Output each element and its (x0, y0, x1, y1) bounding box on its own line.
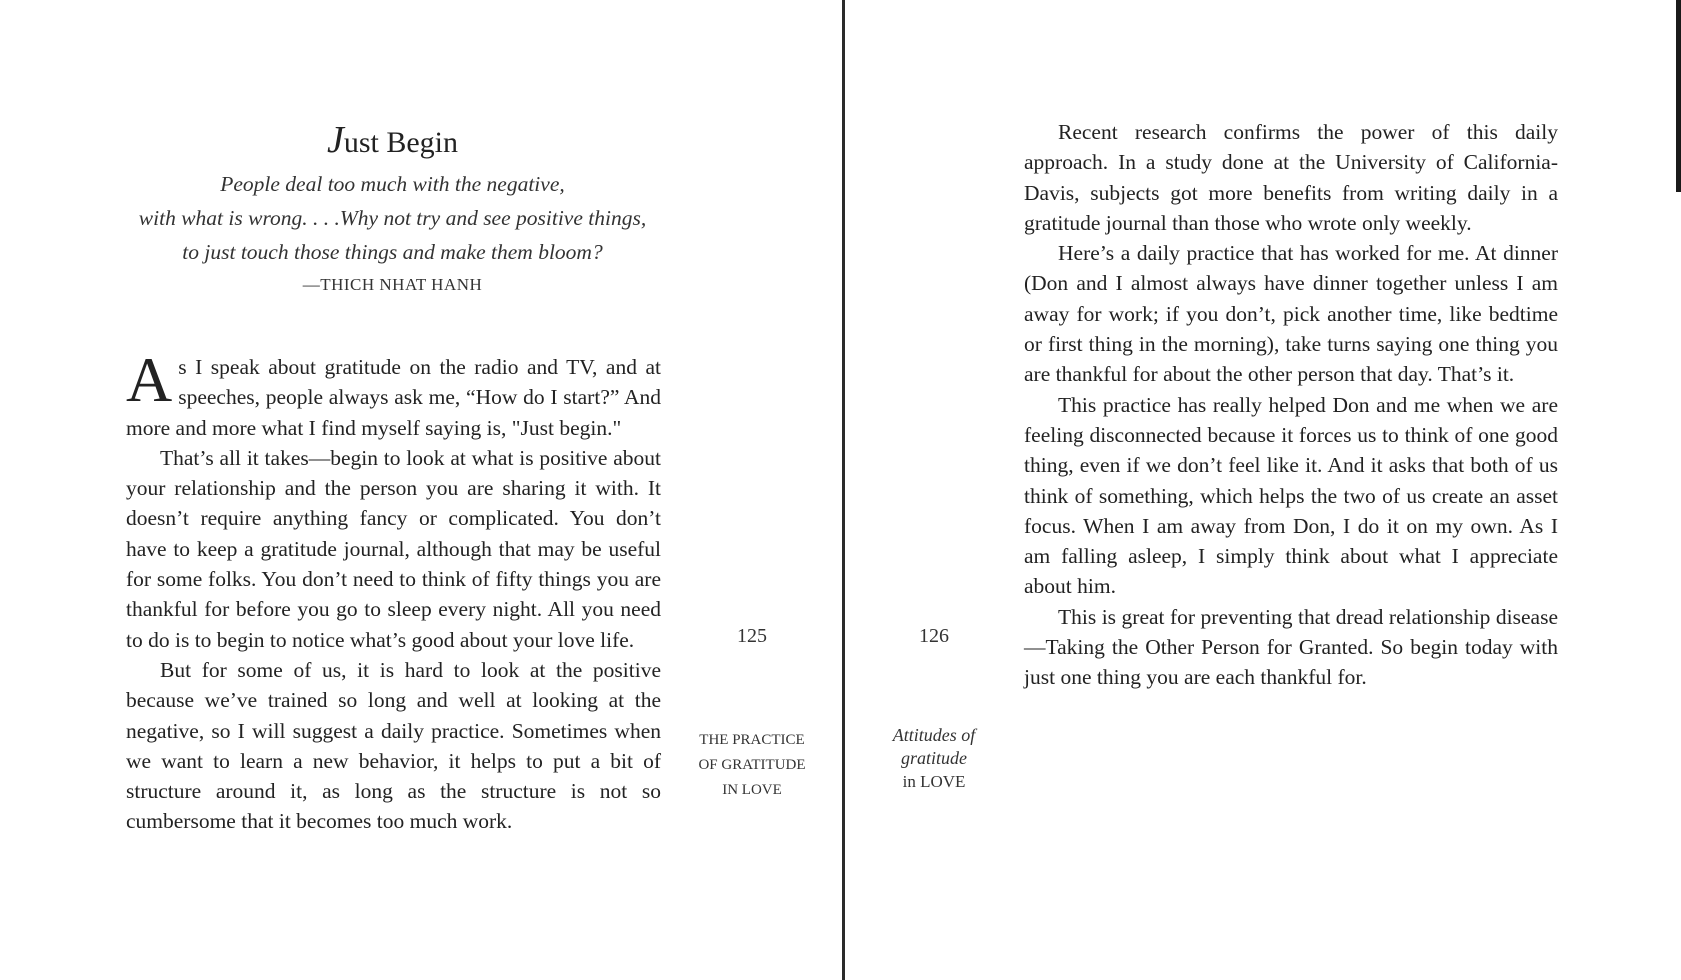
chapter-title (125, 118, 660, 162)
drop-cap: A (126, 344, 173, 415)
running-head-line: OF GRATITUDE (698, 757, 806, 773)
body-paragraph: That’s all it takes—begin to look at what is positive about your relationship and the person you are sharing it with. It doesn’t require anything fancy or complicated. You don’t have to keep a gratitude journal, although that may be useful for some folks. You don’t need to think of fifty things you are thankful for before you go to sleep every night. All you need to do is to begin to notice what’s good about your love life. (126, 445, 661, 652)
body-paragraph (126, 344, 661, 443)
epigraph-line: People deal too much with the negative, (220, 172, 565, 196)
right-body-text (1024, 117, 1558, 693)
body-paragraph: This practice has really helped Don and me when we are feeling disconnected because it forces us to think of one good thing, even if we don’t feel like it. And it asks that both of us think of something, which helps the two of us create an asset focus. When I am away from Don, I do it on my own. As I am falling asleep, I simply think about what I appreciate about him. (1024, 392, 1558, 599)
epigraph (125, 167, 660, 269)
epigraph-line: with what is wrong. . . .Why not try and see positive things, (138, 206, 647, 230)
running-head-line: gratitude (901, 748, 967, 768)
page-divider (842, 0, 845, 980)
body-paragraph: Here’s a daily practice that has worked for me. At dinner (Don and I almost always have dinner together unless I am away for work; if you don’t, pick another time, like bedtime or first thing in the morning), take turns saying one thing you are thankful for about the other person that day. That’s it. (1024, 241, 1558, 387)
running-head-right (864, 724, 1004, 793)
left-body-text (126, 344, 661, 837)
body-paragraph: But for some of us, it is hard to look at the positive because we’ve trained so long and well at looking at the negative, so I will suggest a daily practice. Sometimes when we want to learn a new behavior, it helps to put a bit of structure around it, as long as the structure is not so cumbersome that it becomes too much work. (126, 657, 661, 834)
page-number-right: 126 (919, 625, 949, 647)
epigraph-line: to just touch those things and make them bloom? (182, 240, 603, 264)
title-rest: ust Begin (343, 126, 459, 159)
body-paragraph: Recent research confirms the power of this daily approach. In a study done at the University of California-Davis, subjects got more benefits from writing daily in a gratitude journal than those who wrote only weekly. (1024, 120, 1558, 235)
body-paragraph: This is great for preventing that dread relationship disease—Taking the Other Person for Granted. So begin today with just one thing you are each thankful for. (1024, 604, 1558, 690)
scrollbar-thumb[interactable] (1676, 0, 1681, 192)
running-head-left (682, 728, 822, 803)
paragraph-text: s I speak about gratitude on the radio and TV, and at speeches, people always ask me, “How do I start?” And more and more what I find myself saying is, "Just begin." (126, 355, 661, 440)
running-head-line: in LOVE (902, 772, 966, 791)
title-initial: J (326, 119, 344, 161)
running-head-line: Attitudes of (892, 725, 976, 745)
running-head-line: THE PRACTICE (699, 732, 805, 748)
page-number-left: 125 (737, 625, 767, 647)
running-head-line: IN LOVE (722, 782, 782, 798)
epigraph-attribution: —THICH NHAT HANH (302, 275, 483, 294)
